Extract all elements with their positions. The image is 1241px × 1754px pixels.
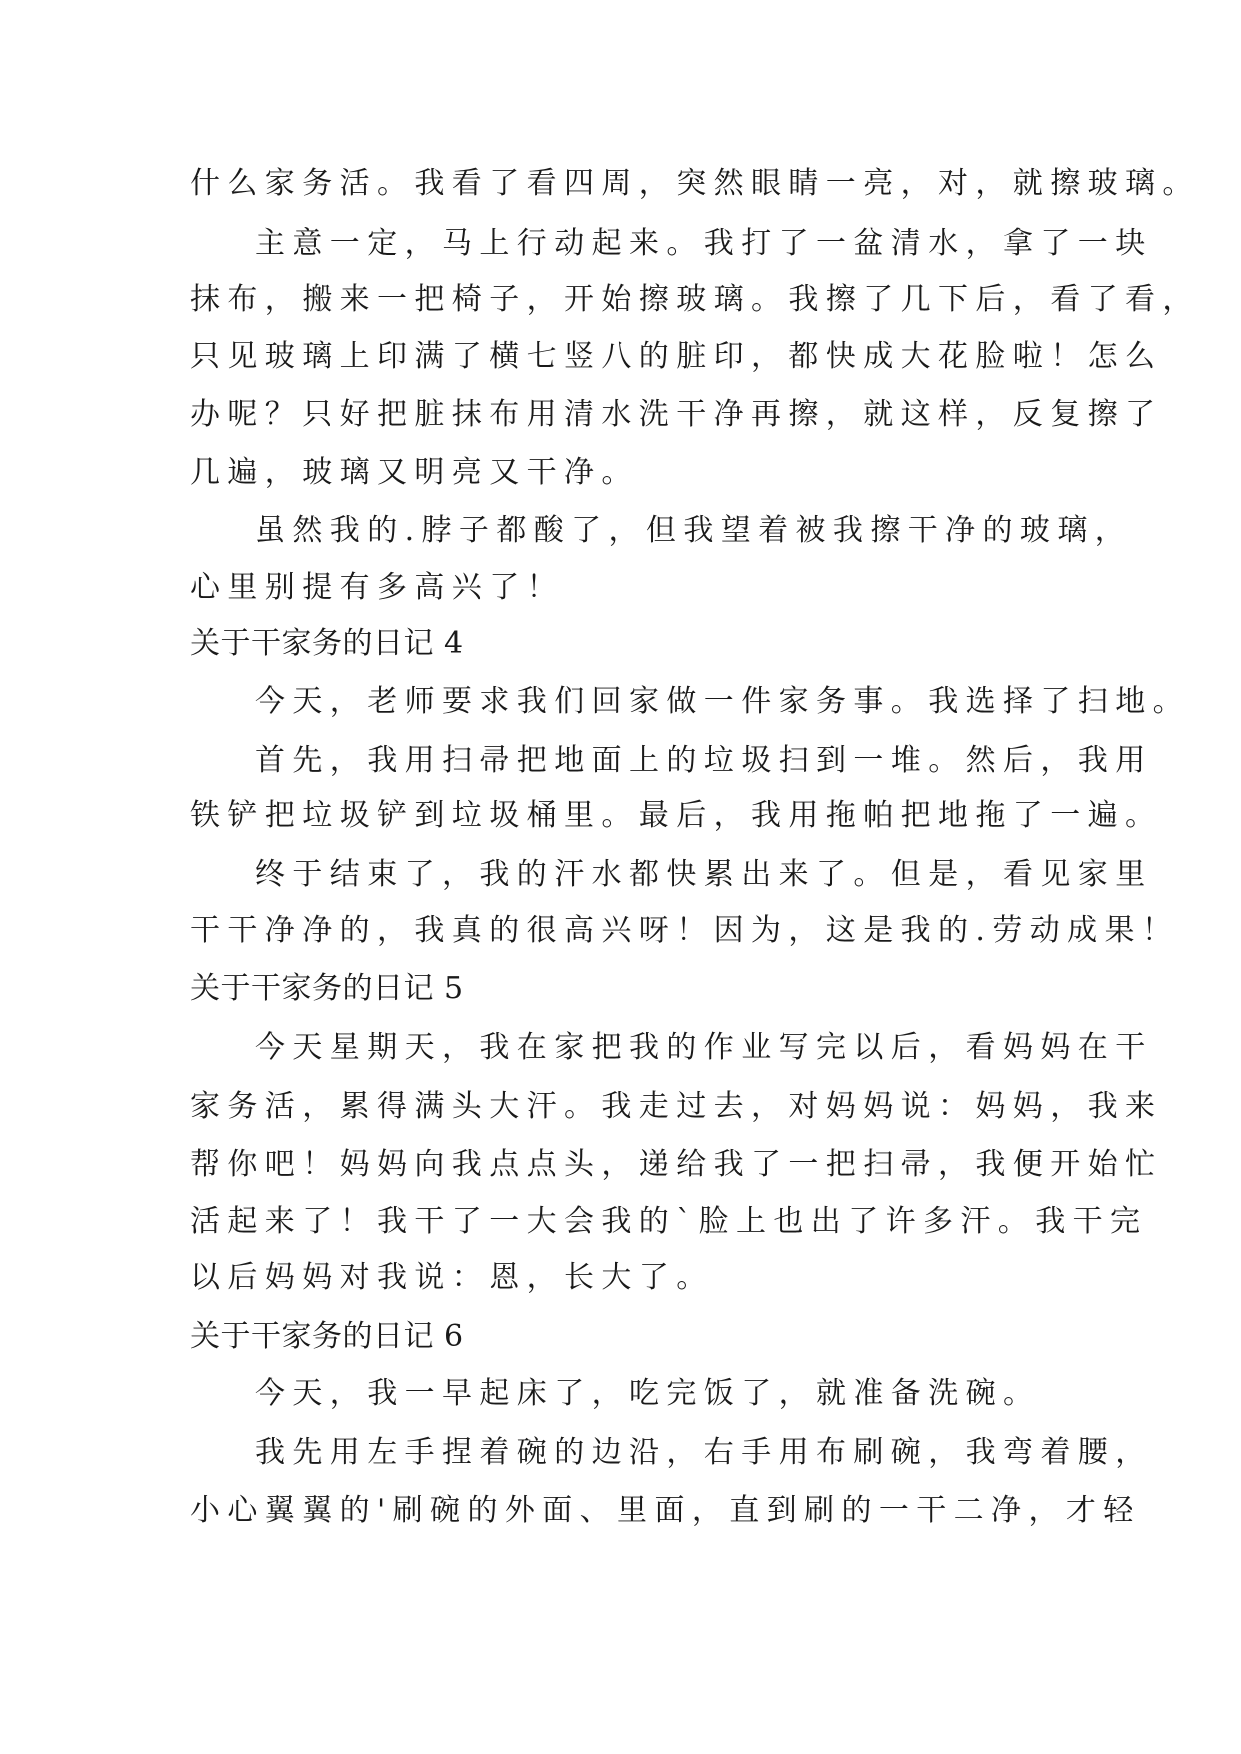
text-line: 帮你吧！妈妈向我点点头，递给我了一把扫帚，我便开始忙 xyxy=(190,1147,1163,1182)
paragraph-first-line: 主意一定，马上行动起来。我打了一盆清水，拿了一块 xyxy=(255,226,1153,261)
text-line: 几遍，玻璃又明亮又干净。 xyxy=(190,455,639,490)
text-line: 小心翼翼的'刷碗的外面、里面，直到刷的一干二净，才轻 xyxy=(190,1493,1141,1528)
text-line: 心里别提有多高兴了！ xyxy=(190,570,564,605)
paragraph-first-line: 今天，老师要求我们回家做一件家务事。我选择了扫地。 xyxy=(255,684,1190,719)
text-line: 只见玻璃上印满了横七竖八的脏印，都快成大花脸啦！怎么 xyxy=(190,339,1163,374)
section-heading: 关于干家务的日记 5 xyxy=(190,971,464,1006)
paragraph-first-line: 终于结束了，我的汗水都快累出来了。但是，看见家里 xyxy=(255,857,1153,892)
section-heading: 关于干家务的日记 4 xyxy=(190,626,464,661)
text-line: 办呢？只好把脏抹布用清水洗干净再擦，就这样，反复擦了 xyxy=(190,397,1163,432)
section-heading: 关于干家务的日记 6 xyxy=(190,1319,464,1354)
paragraph-first-line: 虽然我的.脖子都酸了，但我望着被我擦干净的玻璃， xyxy=(255,513,1133,548)
text-line: 家务活，累得满头大汗。我走过去，对妈妈说：妈妈，我来 xyxy=(190,1089,1163,1124)
text-line: 干干净净的，我真的很高兴呀！因为，这是我的.劳动成果！ xyxy=(190,913,1180,948)
paragraph-first-line: 首先，我用扫帚把地面上的垃圾扫到一堆。然后，我用 xyxy=(255,743,1153,778)
paragraph-first-line: 今天星期天，我在家把我的作业写完以后，看妈妈在干 xyxy=(255,1030,1153,1065)
text-line: 铁铲把垃圾铲到垃圾桶里。最后，我用拖帕把地拖了一遍。 xyxy=(190,798,1163,833)
text-line: 活起来了！我干了一大会我的`脸上也出了许多汗。我干完 xyxy=(190,1204,1148,1239)
text-line: 抹布，搬来一把椅子，开始擦玻璃。我擦了几下后，看了看， xyxy=(190,282,1200,317)
paragraph-first-line: 我先用左手捏着碗的边沿，右手用布刷碗，我弯着腰， xyxy=(255,1435,1153,1470)
paragraph-first-line: 今天，我一早起床了，吃完饭了，就准备洗碗。 xyxy=(255,1376,1041,1411)
text-line: 以后妈妈对我说：恩，长大了。 xyxy=(190,1260,714,1295)
text-line: 什么家务活。我看了看四周，突然眼睛一亮，对，就擦玻璃。 xyxy=(190,166,1200,201)
